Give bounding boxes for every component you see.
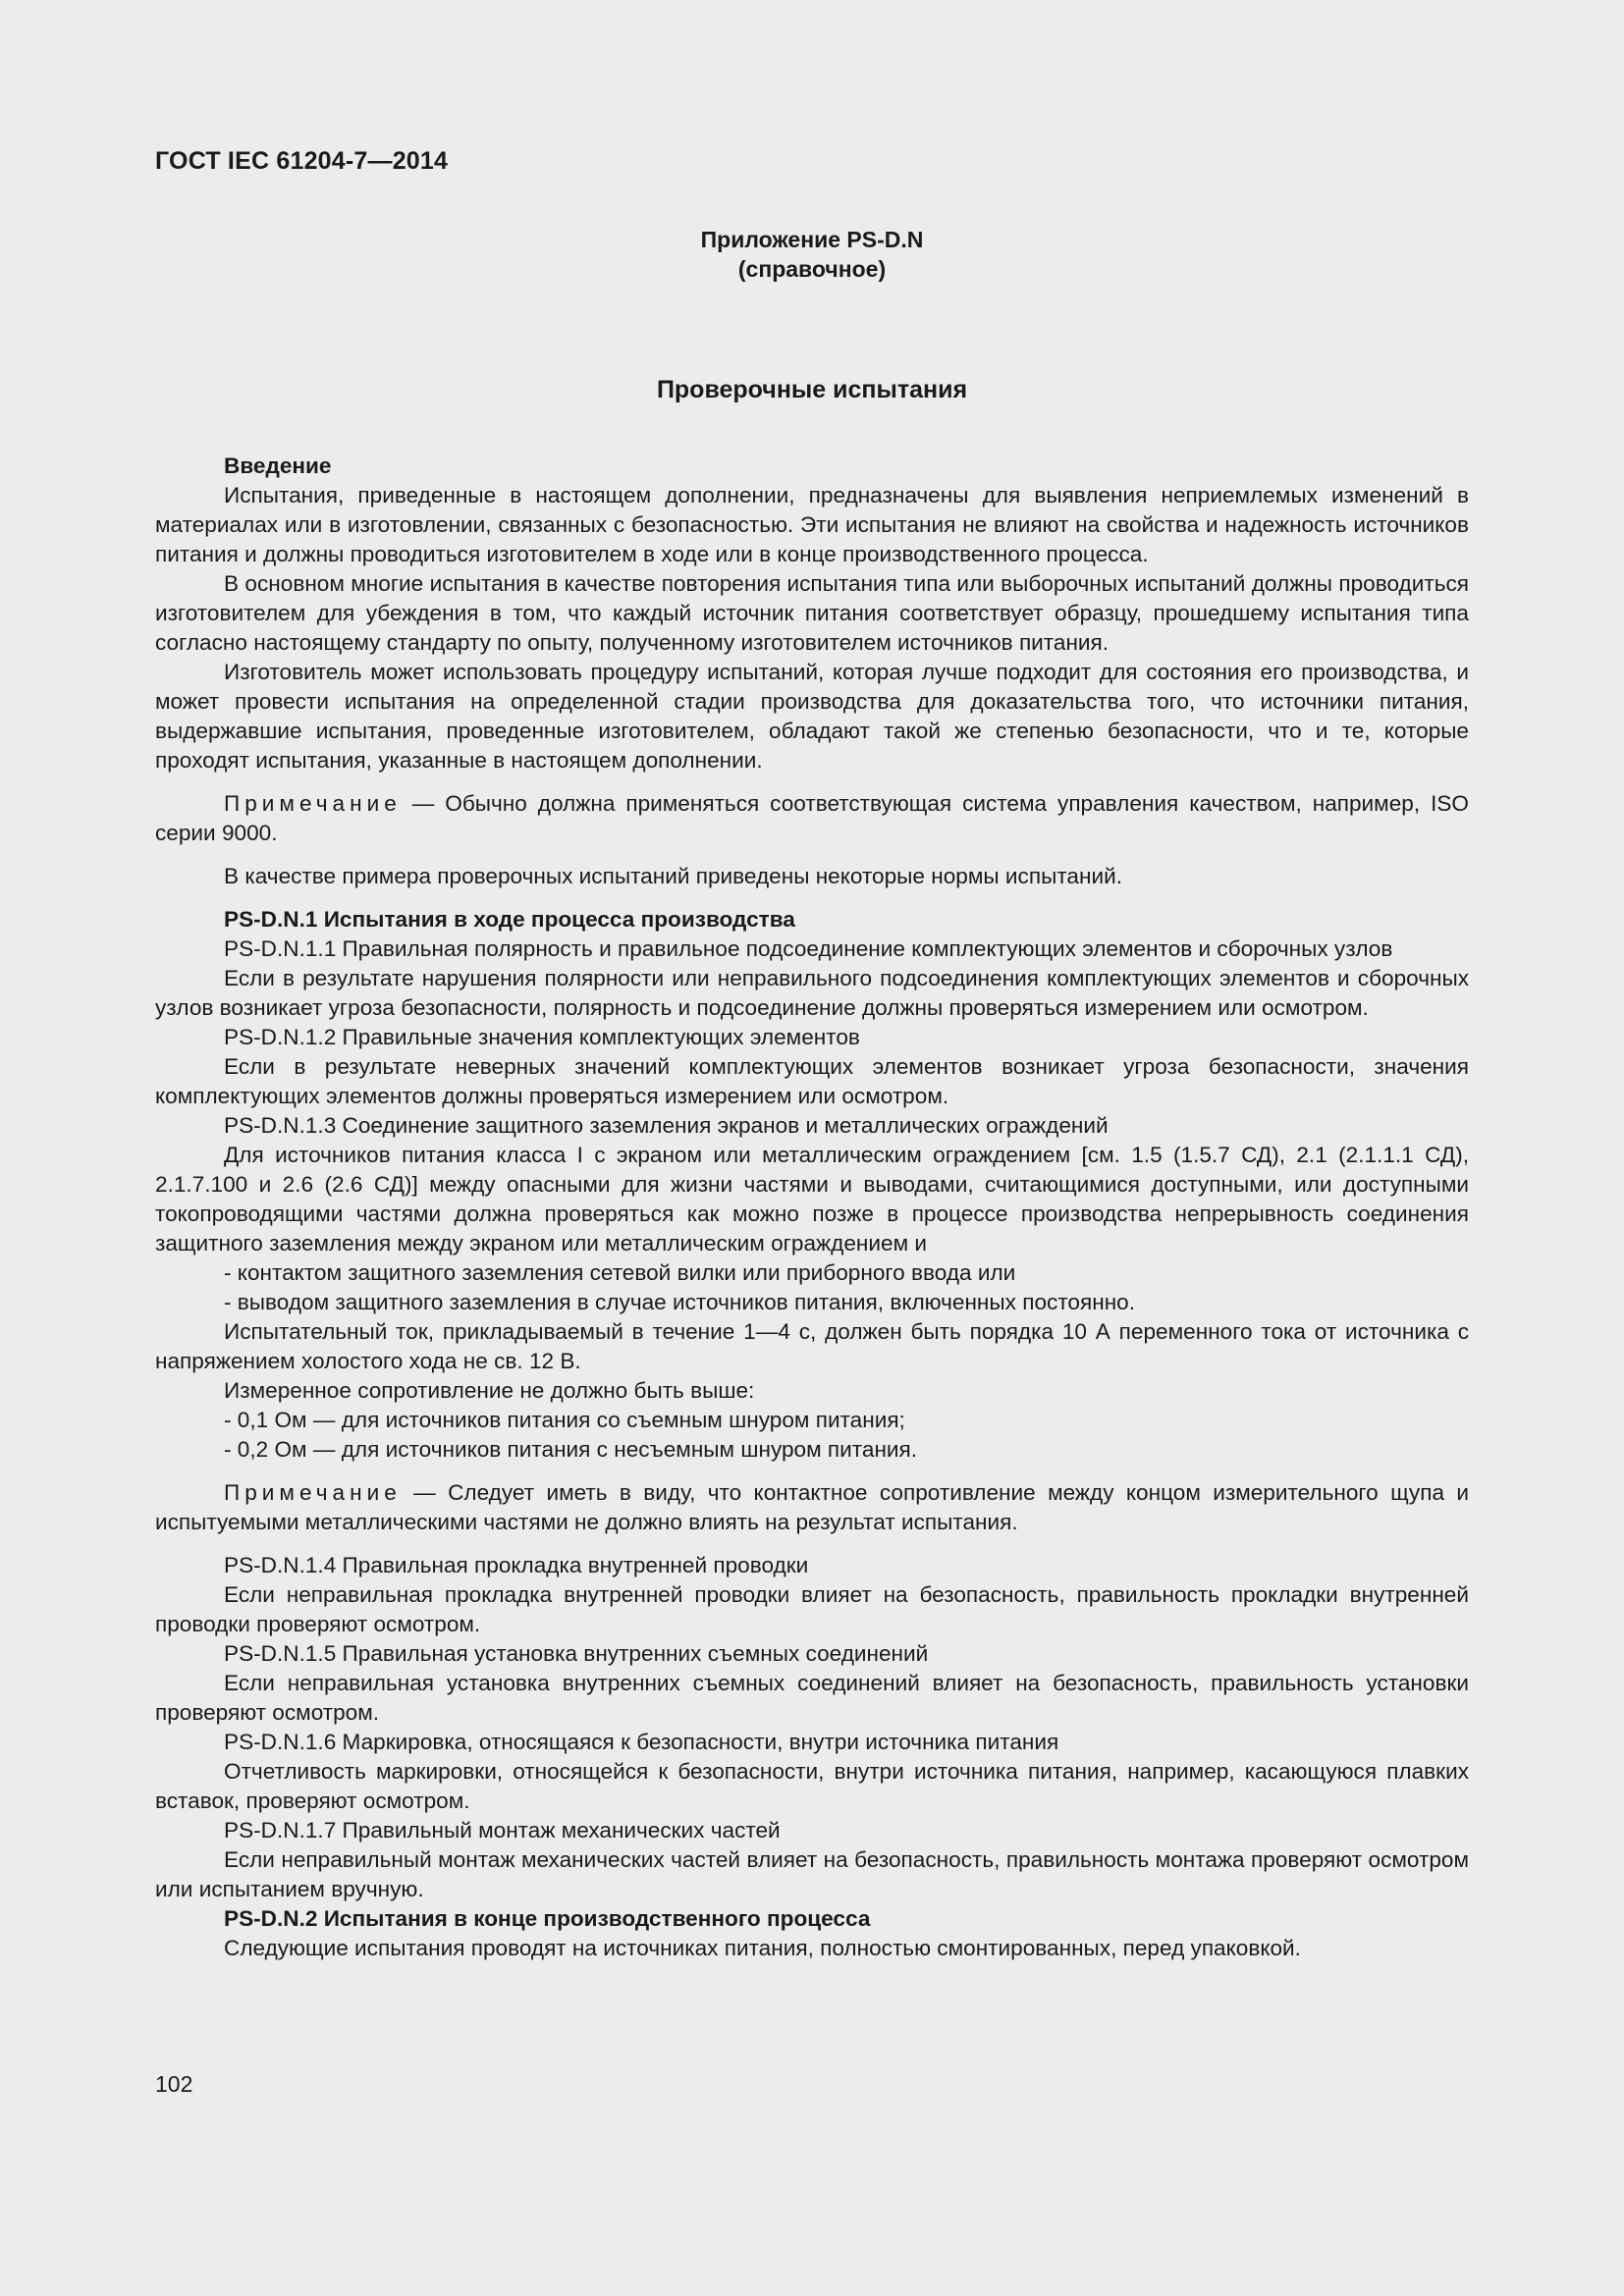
paragraph: Испытания, приведенные в настоящем дополнении, предназначены для выявления неприемлемых изменений в материалах или в изготовлении, связанных с безопасностью. Эти испытания не влияют на свойства и надежность источников питания и должны проводиться изготовителем в ходе или в конце производственного процесса. [155,483,1469,566]
paragraph: Если неправильная прокладка внутренней проводки влияет на безопасность, правильность прокладки внутренней проводки проверяют осмотром. [155,1582,1469,1636]
subsection-title: PS-D.N.1.4 Правильная прокладка внутренней проводки [224,1553,809,1577]
note-text: — Обычно должна применяться соответствующая система управления качеством, например, ISO серии 9000. [155,791,1469,845]
subsection-title: PS-D.N.1.6 Маркировка, относящаяся к безопасности, внутри источника питания [224,1730,1059,1754]
annex-status: (справочное) [737,256,887,282]
list-item: - 0,2 Ом — для источников питания с несъемным шнуром питания. [224,1437,918,1462]
annex-title: Приложение PS-D.N [700,227,924,252]
note-label: Примечание [224,791,402,816]
paragraph: Если неправильный монтаж механических частей влияет на безопасность, правильность монтажа проверяют осмотром или испытанием вручную. [155,1847,1469,1901]
section-heading: PS-D.N.1 Испытания в ходе процесса производства [224,907,795,932]
note [155,1478,1469,1537]
subsection-title: PS-D.N.1.3 Соединение защитного заземления экранов и металлических ограждений [224,1113,1109,1138]
paragraph: Если в результате неверных значений комплектующих элементов возникает угроза безопасности, значения комплектующих элементов должны проверяться измерением или осмотром. [155,1054,1469,1108]
page-number: 102 [155,2071,193,2097]
note-label: Примечание [224,1480,402,1505]
list-item: - выводом защитного заземления в случае источников питания, включенных постоянно. [224,1290,1136,1314]
subsection-title: PS-D.N.1.1 Правильная полярность и правильное подсоединение комплектующих элементов и сборочных узлов [224,936,1393,961]
note [155,789,1469,848]
section-heading: PS-D.N.2 Испытания в конце производственного процесса [224,1906,871,1931]
subsection-title: PS-D.N.1.7 Правильный монтаж механических частей [224,1818,781,1842]
paragraph: Следующие испытания проводят на источниках питания, полностью смонтированных, перед упаковкой. [224,1936,1301,1960]
paragraph: Если в результате нарушения полярности или неправильного подсоединения комплектующих элементов и сборочных узлов возникает угроза безопасности, полярность и подсоединение должны проверяться измерением или осмотром. [155,966,1469,1020]
paragraph: Изготовитель может использовать процедуру испытаний, которая лучше подходит для состояния его производства, и может провести испытания на определенной стадии производства для доказательства того, что источники питания, выдержавшие испытания, проведенные изготовителем, обладают такой же степенью безопасности, что и те, которые проходят испытания, указанные в настоящем дополнении. [155,660,1469,773]
paragraph: Измеренное сопротивление не должно быть выше: [224,1378,755,1403]
list-item: - 0,1 Ом — для источников питания со съемным шнуром питания; [224,1408,905,1432]
document-body [155,452,1469,1963]
paragraph: Для источников питания класса I с экраном или металлическим ограждением [см. 1.5 (1.5.7 СД), 2.1 (2.1.1.1 СД), 2.1.7.100 и 2.6 (2.6 СД)] между опасными для жизни частями и выводами, считающимися доступными, или доступными токопроводящими частями должна проверяться как можно позже в процессе производства непрерывность соединения защитного заземления между экраном или металлическим ограждением и [155,1143,1469,1255]
subsection-title: PS-D.N.1.5 Правильная установка внутренних съемных соединений [224,1641,929,1666]
paragraph: Если неправильная установка внутренних съемных соединений влияет на безопасность, правильность установки проверяют осмотром. [155,1671,1469,1725]
paragraph: Испытательный ток, прикладываемый в течение 1—4 с, должен быть порядка 10 А переменного тока от источника с напряжением холостого хода не св. 12 В. [155,1319,1469,1373]
list-item: - контактом защитного заземления сетевой вилки или приборного ввода или [224,1260,1016,1285]
annex-heading [0,225,1624,284]
paragraph: В основном многие испытания в качестве повторения испытания типа или выборочных испытаний должны проводиться изготовителем для убеждения в том, что каждый источник питания соответствует образцу, прошедшему испытания типа согласно настоящему стандарту по опыту, полученному изготовителем источников питания. [155,571,1469,655]
paragraph: Отчетливость маркировки, относящейся к безопасности, внутри источника питания, например, касающуюся плавких вставок, проверяют осмотром. [155,1759,1469,1813]
paragraph: В качестве примера проверочных испытаний приведены некоторые нормы испытаний. [224,864,1122,888]
note-text: — Следует иметь в виду, что контактное сопротивление между концом измерительного щупа и испытуемыми металлическими частями не должно влиять на результат испытания. [155,1480,1469,1534]
page-title: Проверочные испытания [656,376,968,403]
subsection-title: PS-D.N.1.2 Правильные значения комплектующих элементов [224,1025,860,1049]
intro-heading: Введение [224,454,332,478]
document-code: ГОСТ IEC 61204-7—2014 [155,147,449,175]
